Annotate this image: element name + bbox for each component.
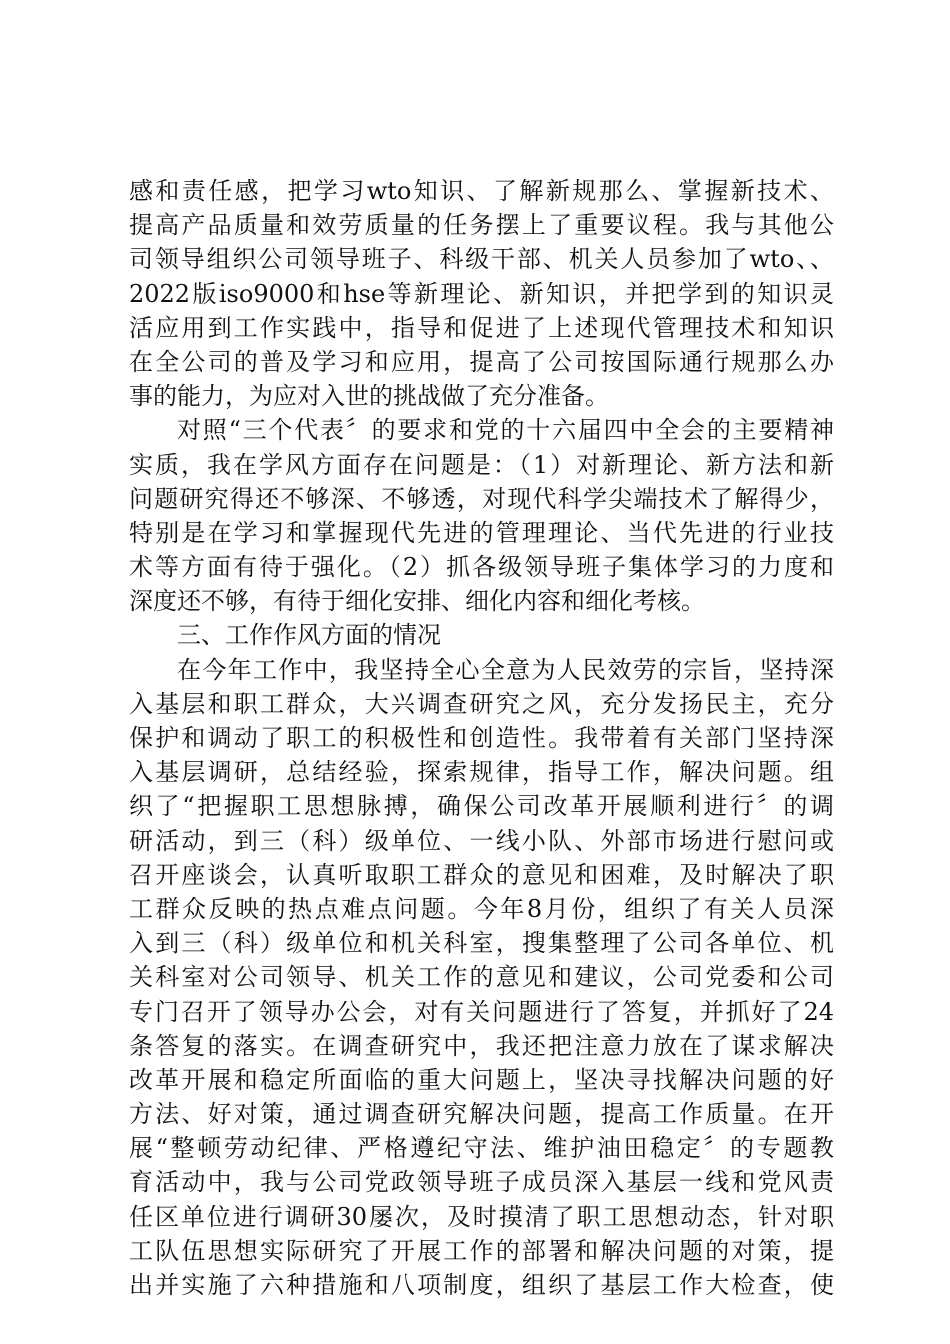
body-text bbox=[129, 174, 834, 1302]
text-line: 织了“把握职工思想脉搏，确保公司改革开展顺利进行〞的调 bbox=[129, 792, 834, 821]
text-line: 深度还不够，有待于细化安排、细化内容和细化考核。 bbox=[129, 587, 705, 616]
text-line: 条答复的落实。在调查研究中，我还把注意力放在了谋求解决 bbox=[129, 1031, 834, 1060]
text-line: 改革开展和稳定所面临的重大问题上，坚决寻找解决问题的好 bbox=[129, 1065, 834, 1094]
text-line: 感和责任感，把学习wto知识、了解新规那么、掌握新技术、 bbox=[129, 177, 834, 205]
text-line: 关科室对公司领导、机关工作的意见和建议，公司党委和公司 bbox=[129, 963, 834, 992]
text-line: 展“整顿劳动纪律、严格遵纪守法、维护油田稳定〞的专题教 bbox=[129, 1134, 834, 1163]
text-line: 实质，我在学风方面存在问题是：（1）对新理论、新方法和新 bbox=[129, 450, 834, 479]
section-heading: 三、工作作风方面的情况 bbox=[177, 621, 441, 650]
text-line: 保护和调动了职工的积极性和创造性。我带着有关部门坚持深 bbox=[129, 724, 834, 752]
text-line: 活应用到工作实践中，指导和促进了上述现代管理技术和知识 bbox=[129, 313, 834, 342]
text-line: 工队伍思想实际研究了开展工作的部署和解决问题的对策，提 bbox=[129, 1236, 834, 1265]
text-line: 入基层调研，总结经验，探索规律，指导工作，解决问题。组 bbox=[129, 758, 834, 787]
paragraph-first-line: 对照“三个代表〞的要求和党的十六届四中全会的主要精神 bbox=[177, 416, 834, 445]
text-line: 工群众反映的热点难点问题。今年8月份，组织了有关人员深 bbox=[129, 894, 834, 923]
text-line: 特别是在学习和掌握现代先进的管理理论、当代先进的行业技 bbox=[129, 518, 834, 547]
paragraph-first-line: 在今年工作中，我坚持全心全意为人民效劳的宗旨，坚持深 bbox=[177, 655, 834, 684]
text-line: 出并实施了六种措施和八项制度，组织了基层工作大检查，使 bbox=[129, 1271, 834, 1299]
text-line: 召开座谈会，认真听取职工群众的意见和困难，及时解决了职 bbox=[129, 860, 834, 889]
text-line: 任区单位进行调研30屡次，及时摸清了职工思想动态，针对职 bbox=[129, 1202, 834, 1231]
text-line: 方法、好对策，通过调查研究解决问题，提高工作质量。在开 bbox=[129, 1100, 834, 1129]
text-line: 入基层和职工群众，大兴调查研究之风，充分发扬民主，充分 bbox=[129, 689, 834, 718]
text-line: 提高产品质量和效劳质量的任务摆上了重要议程。我与其他公 bbox=[129, 211, 834, 240]
text-line: 问题研究得还不够深、不够透，对现代科学尖端技术了解得少， bbox=[129, 484, 834, 513]
text-line: 2022版iso9000和hse等新理论、新知识，并把学到的知识灵 bbox=[129, 279, 834, 308]
text-line: 入到三（科）级单位和机关科室，搜集整理了公司各单位、机 bbox=[129, 929, 834, 958]
text-line: 育活动中，我与公司党政领导班子成员深入基层一线和党风责 bbox=[129, 1168, 834, 1197]
text-line: 在全公司的普及学习和应用，提高了公司按国际通行规那么办 bbox=[129, 347, 834, 376]
text-line: 司领导组织公司领导班子、科级干部、机关人员参加了wto、、 bbox=[129, 245, 834, 274]
text-line: 事的能力，为应对入世的挑战做了充分准备。 bbox=[129, 382, 609, 411]
text-line: 术等方面有待于强化。（2）抓各级领导班子集体学习的力度和 bbox=[129, 553, 834, 582]
text-line: 专门召开了领导办公会，对有关问题进行了答复，并抓好了24 bbox=[129, 997, 834, 1026]
text-line: 研活动，到三（科）级单位、一线小队、外部市场进行慰问或 bbox=[129, 826, 834, 855]
